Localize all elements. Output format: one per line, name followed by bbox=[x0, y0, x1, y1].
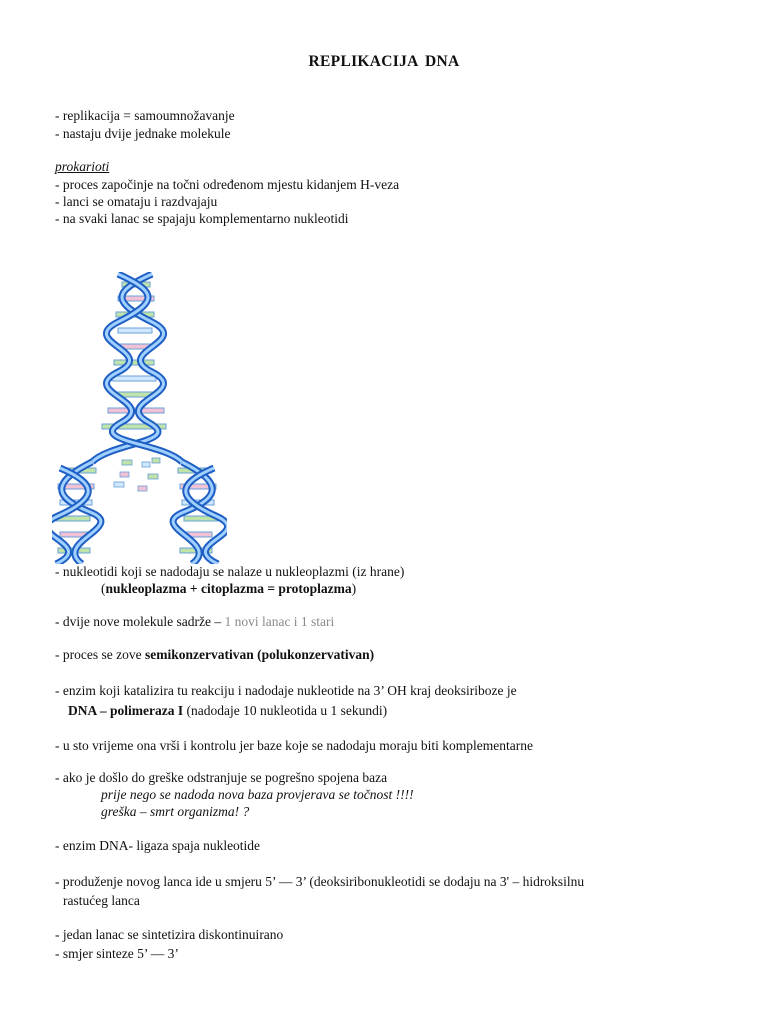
discontinuous-line: - jedan lanac se sintetizira diskontinuirano bbox=[55, 927, 284, 942]
control-line: - u sto vrijeme ona vrši i kontrolu jer baze koje se nadodaju moraju biti komplementarne bbox=[55, 738, 533, 753]
error-italic-1: prije nego se nadoda nova baza provjerava se točnost !!!! bbox=[101, 787, 414, 802]
protoplazma-formula: nukleoplazma + citoplazma = protoplazma bbox=[105, 581, 352, 596]
direction-line: - smjer sinteze 5’ — 3’ bbox=[55, 946, 179, 961]
prokarioti-item-3: - na svaki lanac se spajaju komplementarno nukleotidi bbox=[55, 211, 349, 226]
elongation-line-2: rastućeg lanca bbox=[63, 893, 140, 908]
page-title: REPLIKACIJA DNA bbox=[308, 53, 460, 70]
polymerase-line: DNA – polimeraza I (nadodaje 10 nukleotida u 1 sekundi) bbox=[68, 703, 388, 718]
intro-line-1: - replikacija = samoumnožavanje bbox=[55, 108, 235, 123]
error-line: - ako je došlo do greške odstranjuje se pogrešno spojena baza bbox=[55, 770, 388, 785]
protoplazma-note: (nukleoplazma + citoplazma = protoplazma) bbox=[101, 581, 357, 596]
polymerase-name: DNA – polimeraza I bbox=[68, 703, 184, 718]
prokarioti-item-1: - proces započinje na točni određenom mjestu kidanjem H-veza bbox=[55, 177, 400, 192]
error-italic-2: greška – smrt organizma! ? bbox=[101, 804, 250, 819]
dna-replication-fork-illustration bbox=[52, 272, 227, 564]
right-new-double-helix bbox=[173, 462, 227, 564]
upper-double-helix bbox=[92, 274, 182, 462]
molecules-line: - dvije nove molekule sadrže – 1 novi lanac i 1 stari bbox=[55, 614, 335, 629]
prokarioti-heading: prokarioti bbox=[55, 159, 110, 174]
intro-line-2: - nastaju dvije jednake molekule bbox=[55, 126, 231, 141]
process-name: semikonzervativan (polukonzervativan) bbox=[144, 647, 375, 662]
left-new-double-helix bbox=[52, 462, 101, 564]
elongation-line-1: - produženje novog lanca ide u smjeru 5’ — 3’ (deoksiribonukleotidi se dodaju na 3' – hidroksilnu bbox=[55, 874, 585, 889]
prokarioti-item-2: - lanci se omataju i razdvajaju bbox=[55, 194, 218, 209]
free-nucleotides bbox=[114, 458, 160, 491]
process-line: - proces se zove semikonzervativan (polukonzervativan) bbox=[55, 647, 375, 662]
ligase-line: - enzim DNA- ligaza spaja nukleotide bbox=[55, 838, 261, 853]
nucleotides-line: - nukleotidi koji se nadodaju se nalaze u nukleoplazmi (iz hrane) bbox=[55, 564, 405, 579]
molecules-grey-note: 1 novi lanac i 1 stari bbox=[224, 614, 335, 629]
enzyme-line: - enzim koji katalizira tu reakciju i nadodaje nukleotide na 3’ OH kraj deoksiriboze je bbox=[55, 683, 517, 698]
